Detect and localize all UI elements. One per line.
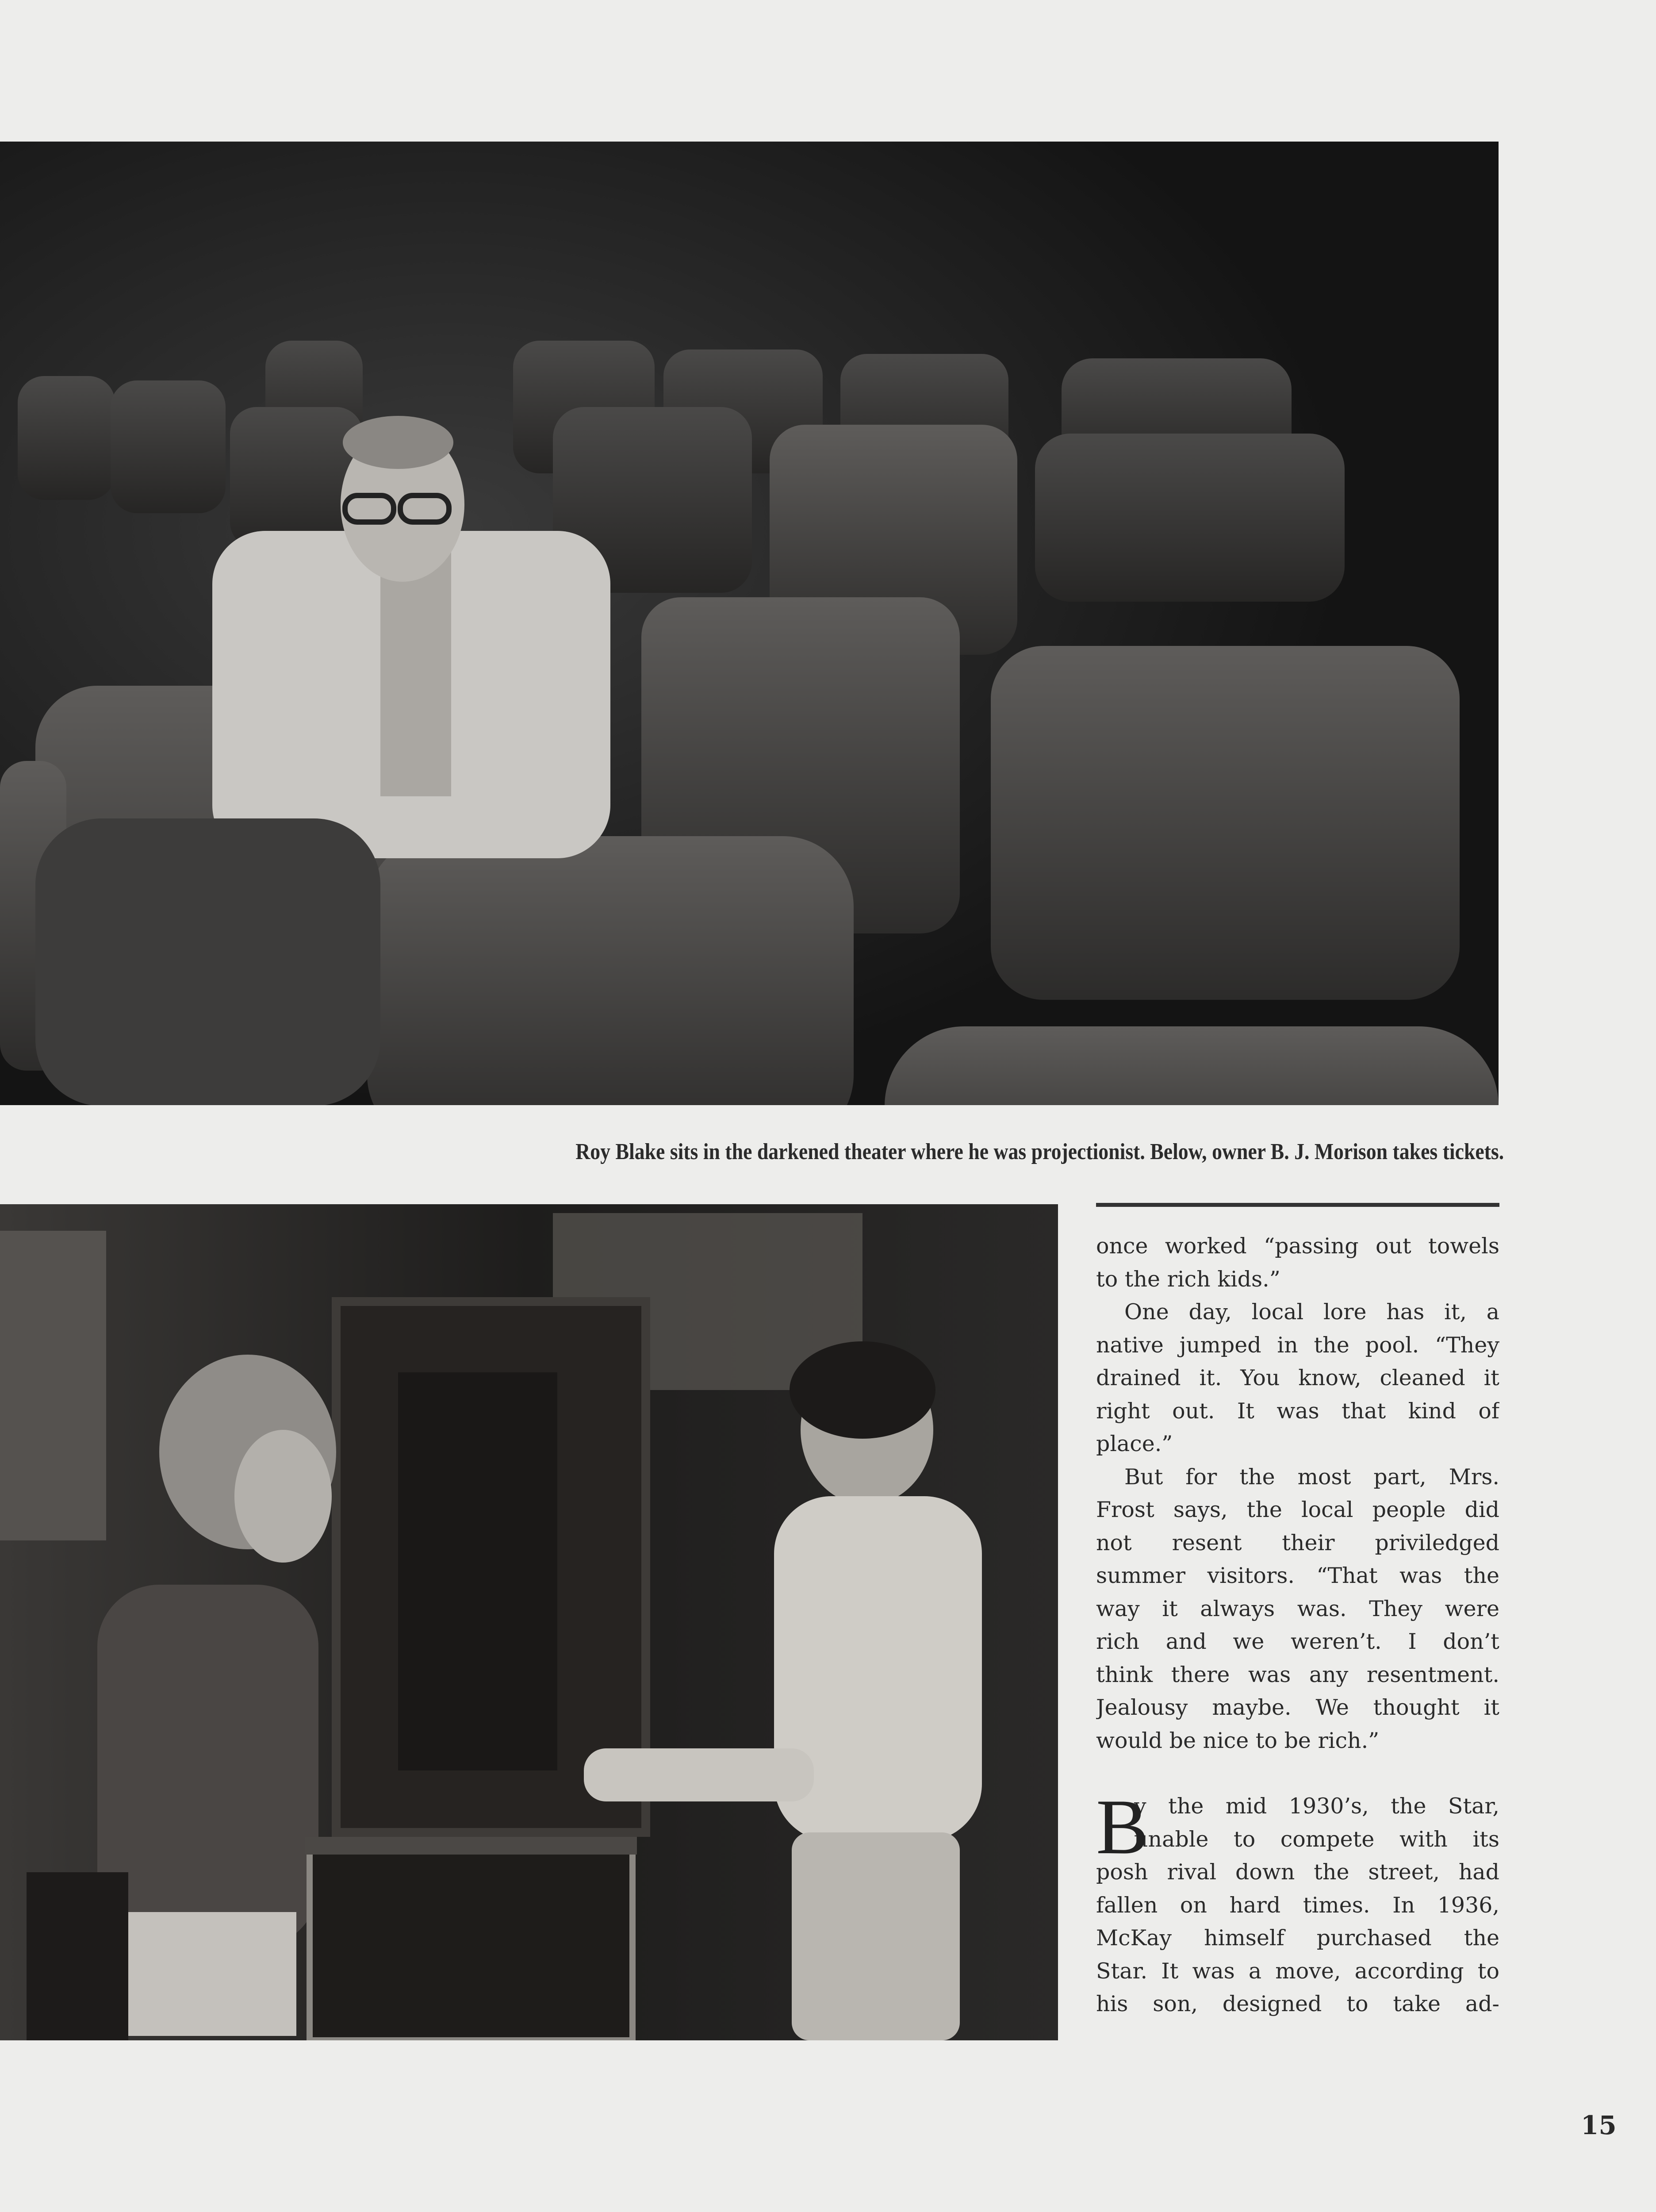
text-line: Star. It was a move, according to [1096, 1958, 1499, 1984]
paragraph-1 [1096, 1230, 1499, 1296]
text-line: place.” [1096, 1431, 1173, 1456]
text-line: native jumped in the pool. “They [1096, 1332, 1499, 1358]
text-line: once worked “passing out towels [1096, 1233, 1499, 1259]
text-line: unable to compete with its [1134, 1826, 1499, 1852]
text-line: rich and we weren’t. I don’t [1096, 1629, 1499, 1654]
paragraph-3 [1096, 1461, 1499, 1758]
text-line: McKay himself purchased the [1096, 1925, 1499, 1951]
caption-text: Roy Blake sits in the darkened theater where he was projectionist. Below, owner B. J. Morison takes tickets. [575, 1139, 1504, 1164]
text-line: y the mid 1930’s, the Star, [1134, 1793, 1499, 1819]
photo-roy-blake-theater [0, 142, 1499, 1105]
photo-ticket-taker [0, 1204, 1058, 2040]
column-rule [1096, 1203, 1499, 1207]
text-line: not resent their priviledged [1096, 1530, 1499, 1555]
text-line: think there was any resentment. [1096, 1662, 1499, 1687]
text-line: posh rival down the street, had [1096, 1859, 1499, 1885]
text-line: way it always was. They were [1096, 1596, 1499, 1621]
theater-seats-illustration [0, 142, 1499, 1105]
text-line: Frost says, the local people did [1096, 1497, 1499, 1522]
text-line: summer visitors. “That was the [1096, 1563, 1499, 1588]
text-line: fallen on hard times. In 1936, [1096, 1892, 1499, 1918]
text-line: One day, local lore has it, a [1124, 1299, 1499, 1325]
text-line: would be nice to be rich.” [1096, 1728, 1380, 1753]
text-line: But for the most part, Mrs. [1124, 1464, 1499, 1490]
paragraph-4 [1096, 1783, 1499, 2021]
text-line: to the rich kids.” [1096, 1266, 1280, 1292]
section-gap [1096, 1757, 1499, 1790]
text-line: drained it. You know, cleaned it [1096, 1365, 1499, 1390]
text-line: right out. It was that kind of [1096, 1398, 1499, 1424]
text-line: his son, designed to take ad- [1096, 1991, 1499, 2016]
photo-caption [195, 1139, 1504, 1165]
paragraph-2 [1096, 1296, 1499, 1461]
page-number: 15 [1581, 2110, 1617, 2140]
text-line: Jealousy maybe. We thought it [1096, 1695, 1499, 1720]
article-column [1096, 1230, 1499, 2021]
ticket-taking-illustration [0, 1204, 1058, 2040]
drop-cap: B [1096, 1783, 1149, 1870]
